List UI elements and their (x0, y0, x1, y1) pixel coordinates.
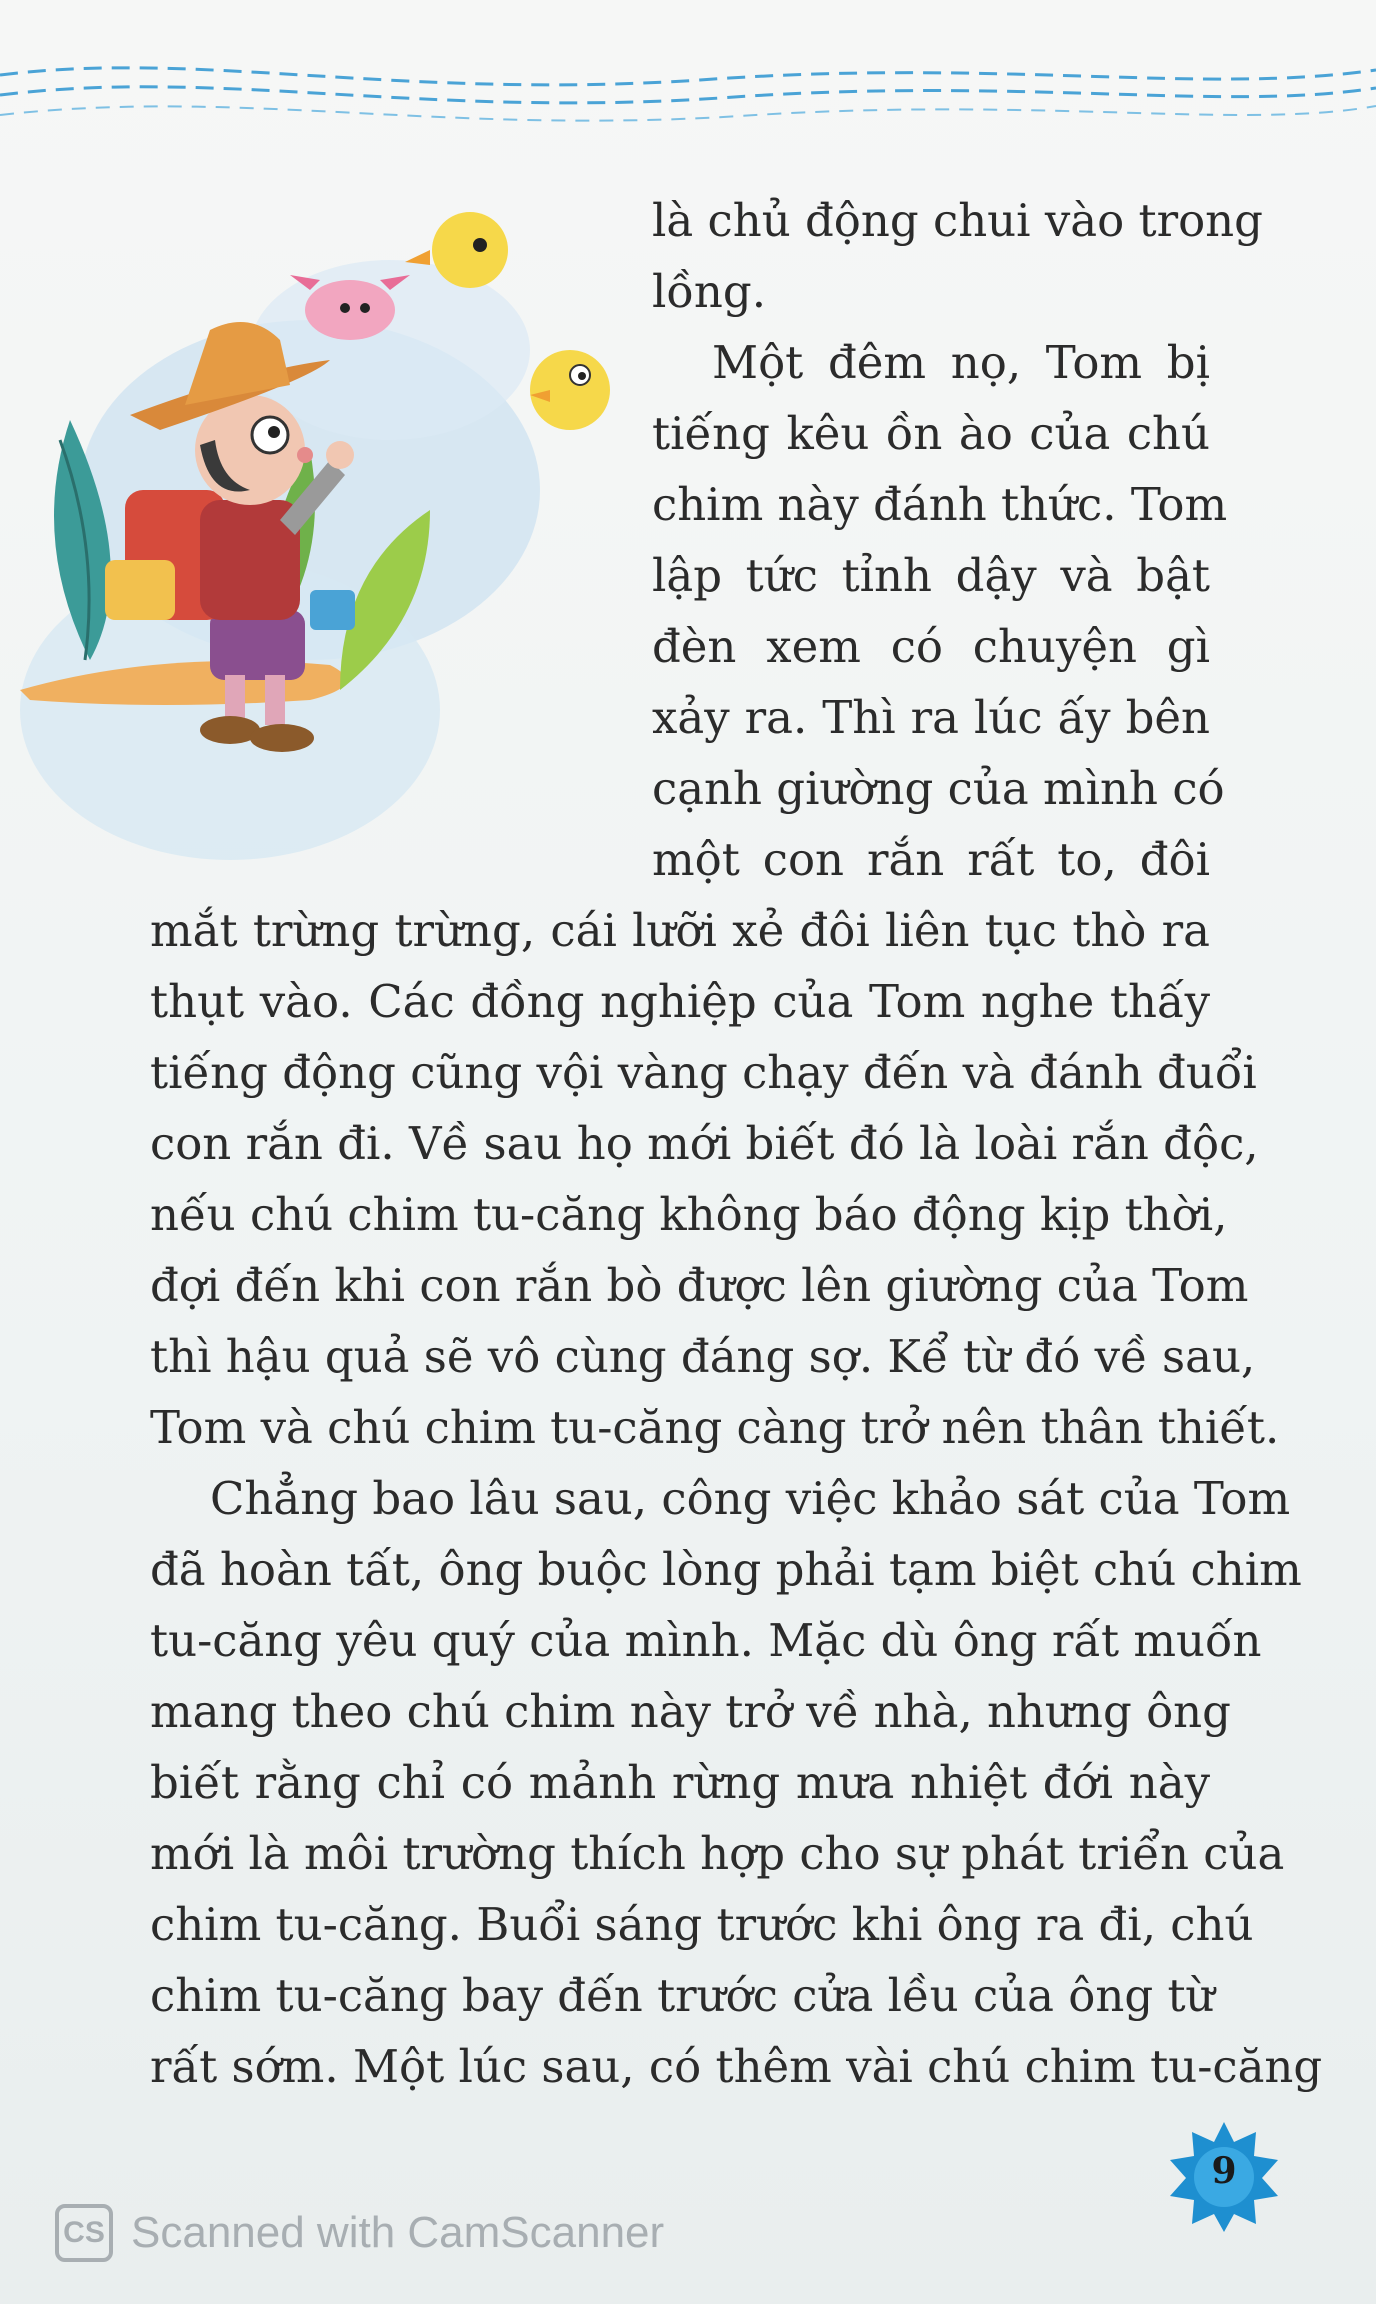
text-line: xảy ra. Thì ra lúc ấy bên (652, 691, 1210, 744)
text-line: đợi đến khi con rắn bò được lên giường của Tom (150, 1259, 1249, 1312)
text-line: rất sớm. Một lúc sau, có thêm vài chú chim tu-căng (150, 2040, 1323, 2093)
text-line: chim này đánh thức. Tom (652, 478, 1228, 531)
text-line: lồng. (652, 265, 767, 318)
page-number: 9 (1211, 2150, 1237, 2192)
bird-yellow-right (530, 350, 610, 430)
watermark-text: Scanned with CamScanner (131, 2208, 665, 2257)
text-line: Một đêm nọ, Tom bị (712, 336, 1210, 389)
text-line: một con rắn rất to, đôi (652, 833, 1210, 886)
text-line: tu-căng yêu quý của mình. Mặc dù ông rất muốn (150, 1614, 1262, 1667)
text-line: nếu chú chim tu-căng không báo động kịp thời, (150, 1188, 1228, 1241)
text-line: mới là môi trường thích hợp cho sự phát triển của (150, 1827, 1285, 1880)
text-line: chim tu-căng. Buổi sáng trước khi ông ra đi, chú (150, 1898, 1254, 1951)
text-line: chim tu-căng bay đến trước cửa lều của ông từ (150, 1969, 1215, 2022)
text-line: mang theo chú chim này trở về nhà, nhưng ông (150, 1685, 1231, 1738)
text-line: biết rằng chỉ có mảnh rừng mưa nhiệt đới này (150, 1756, 1210, 1809)
text-line: đã hoàn tất, ông buộc lòng phải tạm biệt chú chim (150, 1543, 1302, 1596)
decorative-wave-border (0, 40, 1376, 150)
text-line: thụt vào. Các đồng nghiệp của Tom nghe thấy (150, 975, 1210, 1028)
text-column-narrow (652, 185, 1263, 895)
text-line: Chẳng bao lâu sau, công việc khảo sát của Tom (210, 1472, 1291, 1525)
text-line: tiếng kêu ồn ào của chú (652, 407, 1210, 460)
text-line: là chủ động chui vào trong (652, 194, 1263, 247)
text-line: tiếng động cũng vội vàng chạy đến và đánh đuổi (150, 1046, 1257, 1099)
text-line: mắt trừng trừng, cái lưỡi xẻ đôi liên tục thò ra (150, 904, 1210, 957)
text-line: con rắn đi. Về sau họ mới biết đó là loài rắn độc, (150, 1117, 1259, 1170)
text-line: Tom và chú chim tu-căng càng trở nên thân thiết. (150, 1401, 1280, 1454)
text-line: đèn xem có chuyện gì (652, 620, 1210, 673)
text-line: cạnh giường của mình có (652, 762, 1225, 815)
explorer-with-birds-illustration (10, 190, 650, 890)
camscanner-watermark (55, 2198, 664, 2268)
text-column-full (150, 895, 1323, 2102)
text-line: lập tức tỉnh dậy và bật (652, 549, 1210, 602)
text-line: thì hậu quả sẽ vô cùng đáng sợ. Kể từ đó về sau, (150, 1330, 1256, 1383)
camscanner-logo-icon: CS (55, 2204, 113, 2262)
